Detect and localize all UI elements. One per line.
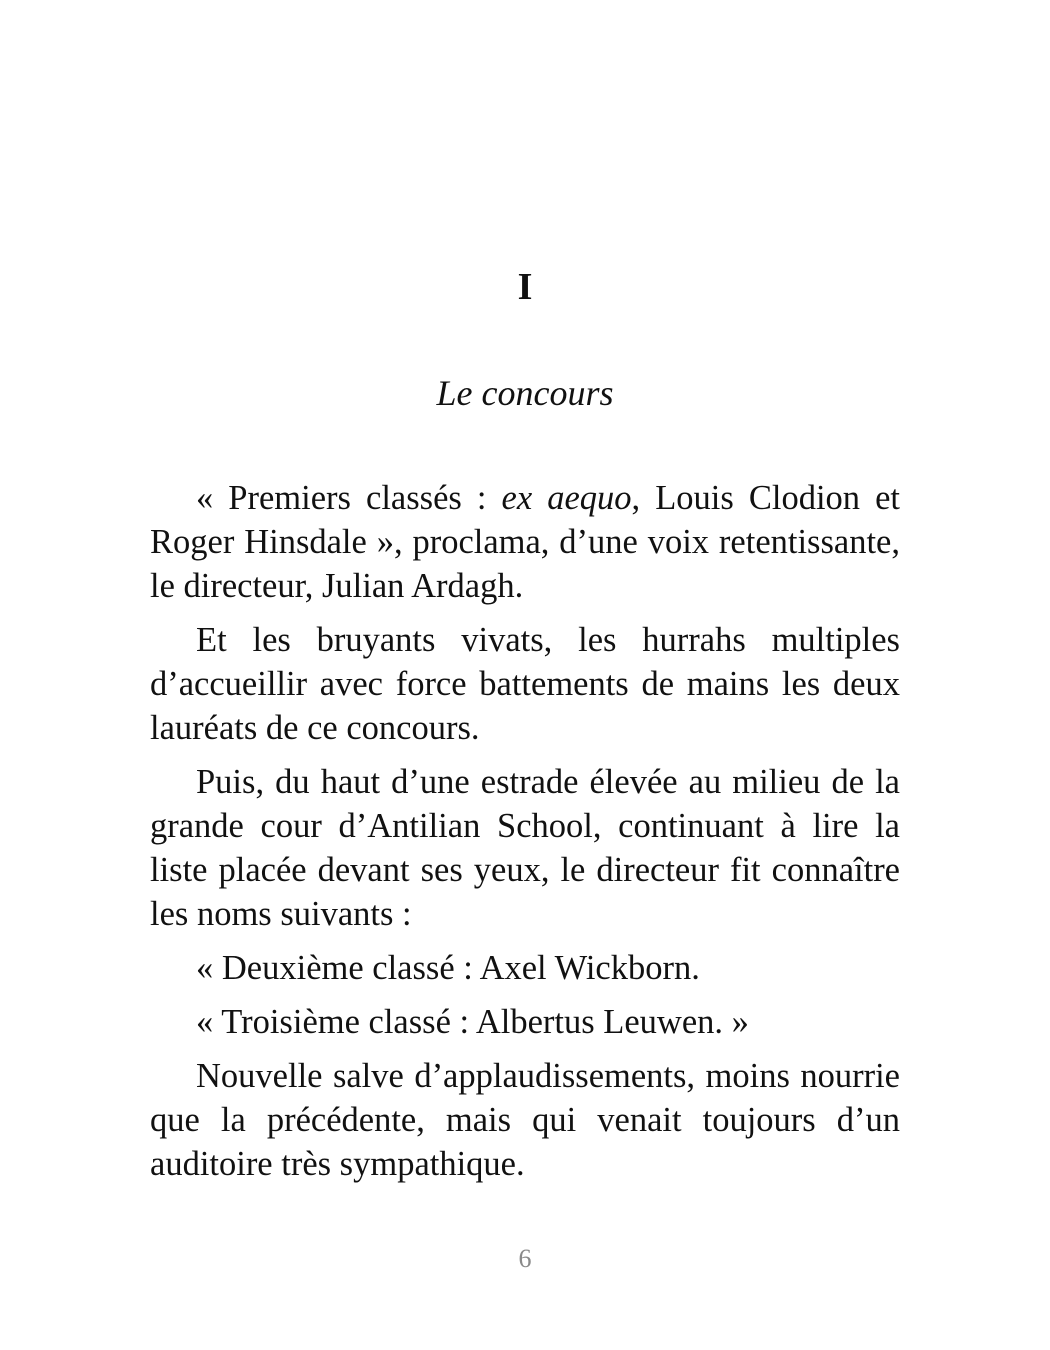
paragraph-1-end: , Louis Clodion et Roger Hinsdale », proclama, d’une voix retentissante, le directeur, Julian Ardagh. xyxy=(150,479,900,605)
paragraph-1 xyxy=(150,476,900,608)
paragraph-1-italic: ex aequo xyxy=(501,479,632,517)
chapter-body xyxy=(150,476,900,1196)
paragraph-6: Nouvelle salve d’applaudissements, moins nourrie que la précédente, mais qui venait toujours d’un auditoire très sympathique. xyxy=(150,1057,900,1183)
paragraph-2: Et les bruyants vivats, les hurrahs multiples d’accueillir avec force battements de mains les deux lauréats de ce concours. xyxy=(150,621,900,747)
paragraph-4: « Deuxième classé : Axel Wickborn. xyxy=(196,949,700,987)
page-number: 6 xyxy=(518,1244,532,1273)
paragraph-5: « Troisième classé : Albertus Leuwen. » xyxy=(196,1003,749,1041)
chapter-title: Le concours xyxy=(436,373,614,413)
chapter-number: I xyxy=(517,266,533,308)
paragraph-1-start: « Premiers classés : xyxy=(196,479,502,517)
paragraph-3: Puis, du haut d’une estrade élevée au milieu de la grande cour d’Antilian School, continuant à lire la liste placée devant ses yeux, le directeur fit connaître les noms suivants : xyxy=(150,763,900,933)
